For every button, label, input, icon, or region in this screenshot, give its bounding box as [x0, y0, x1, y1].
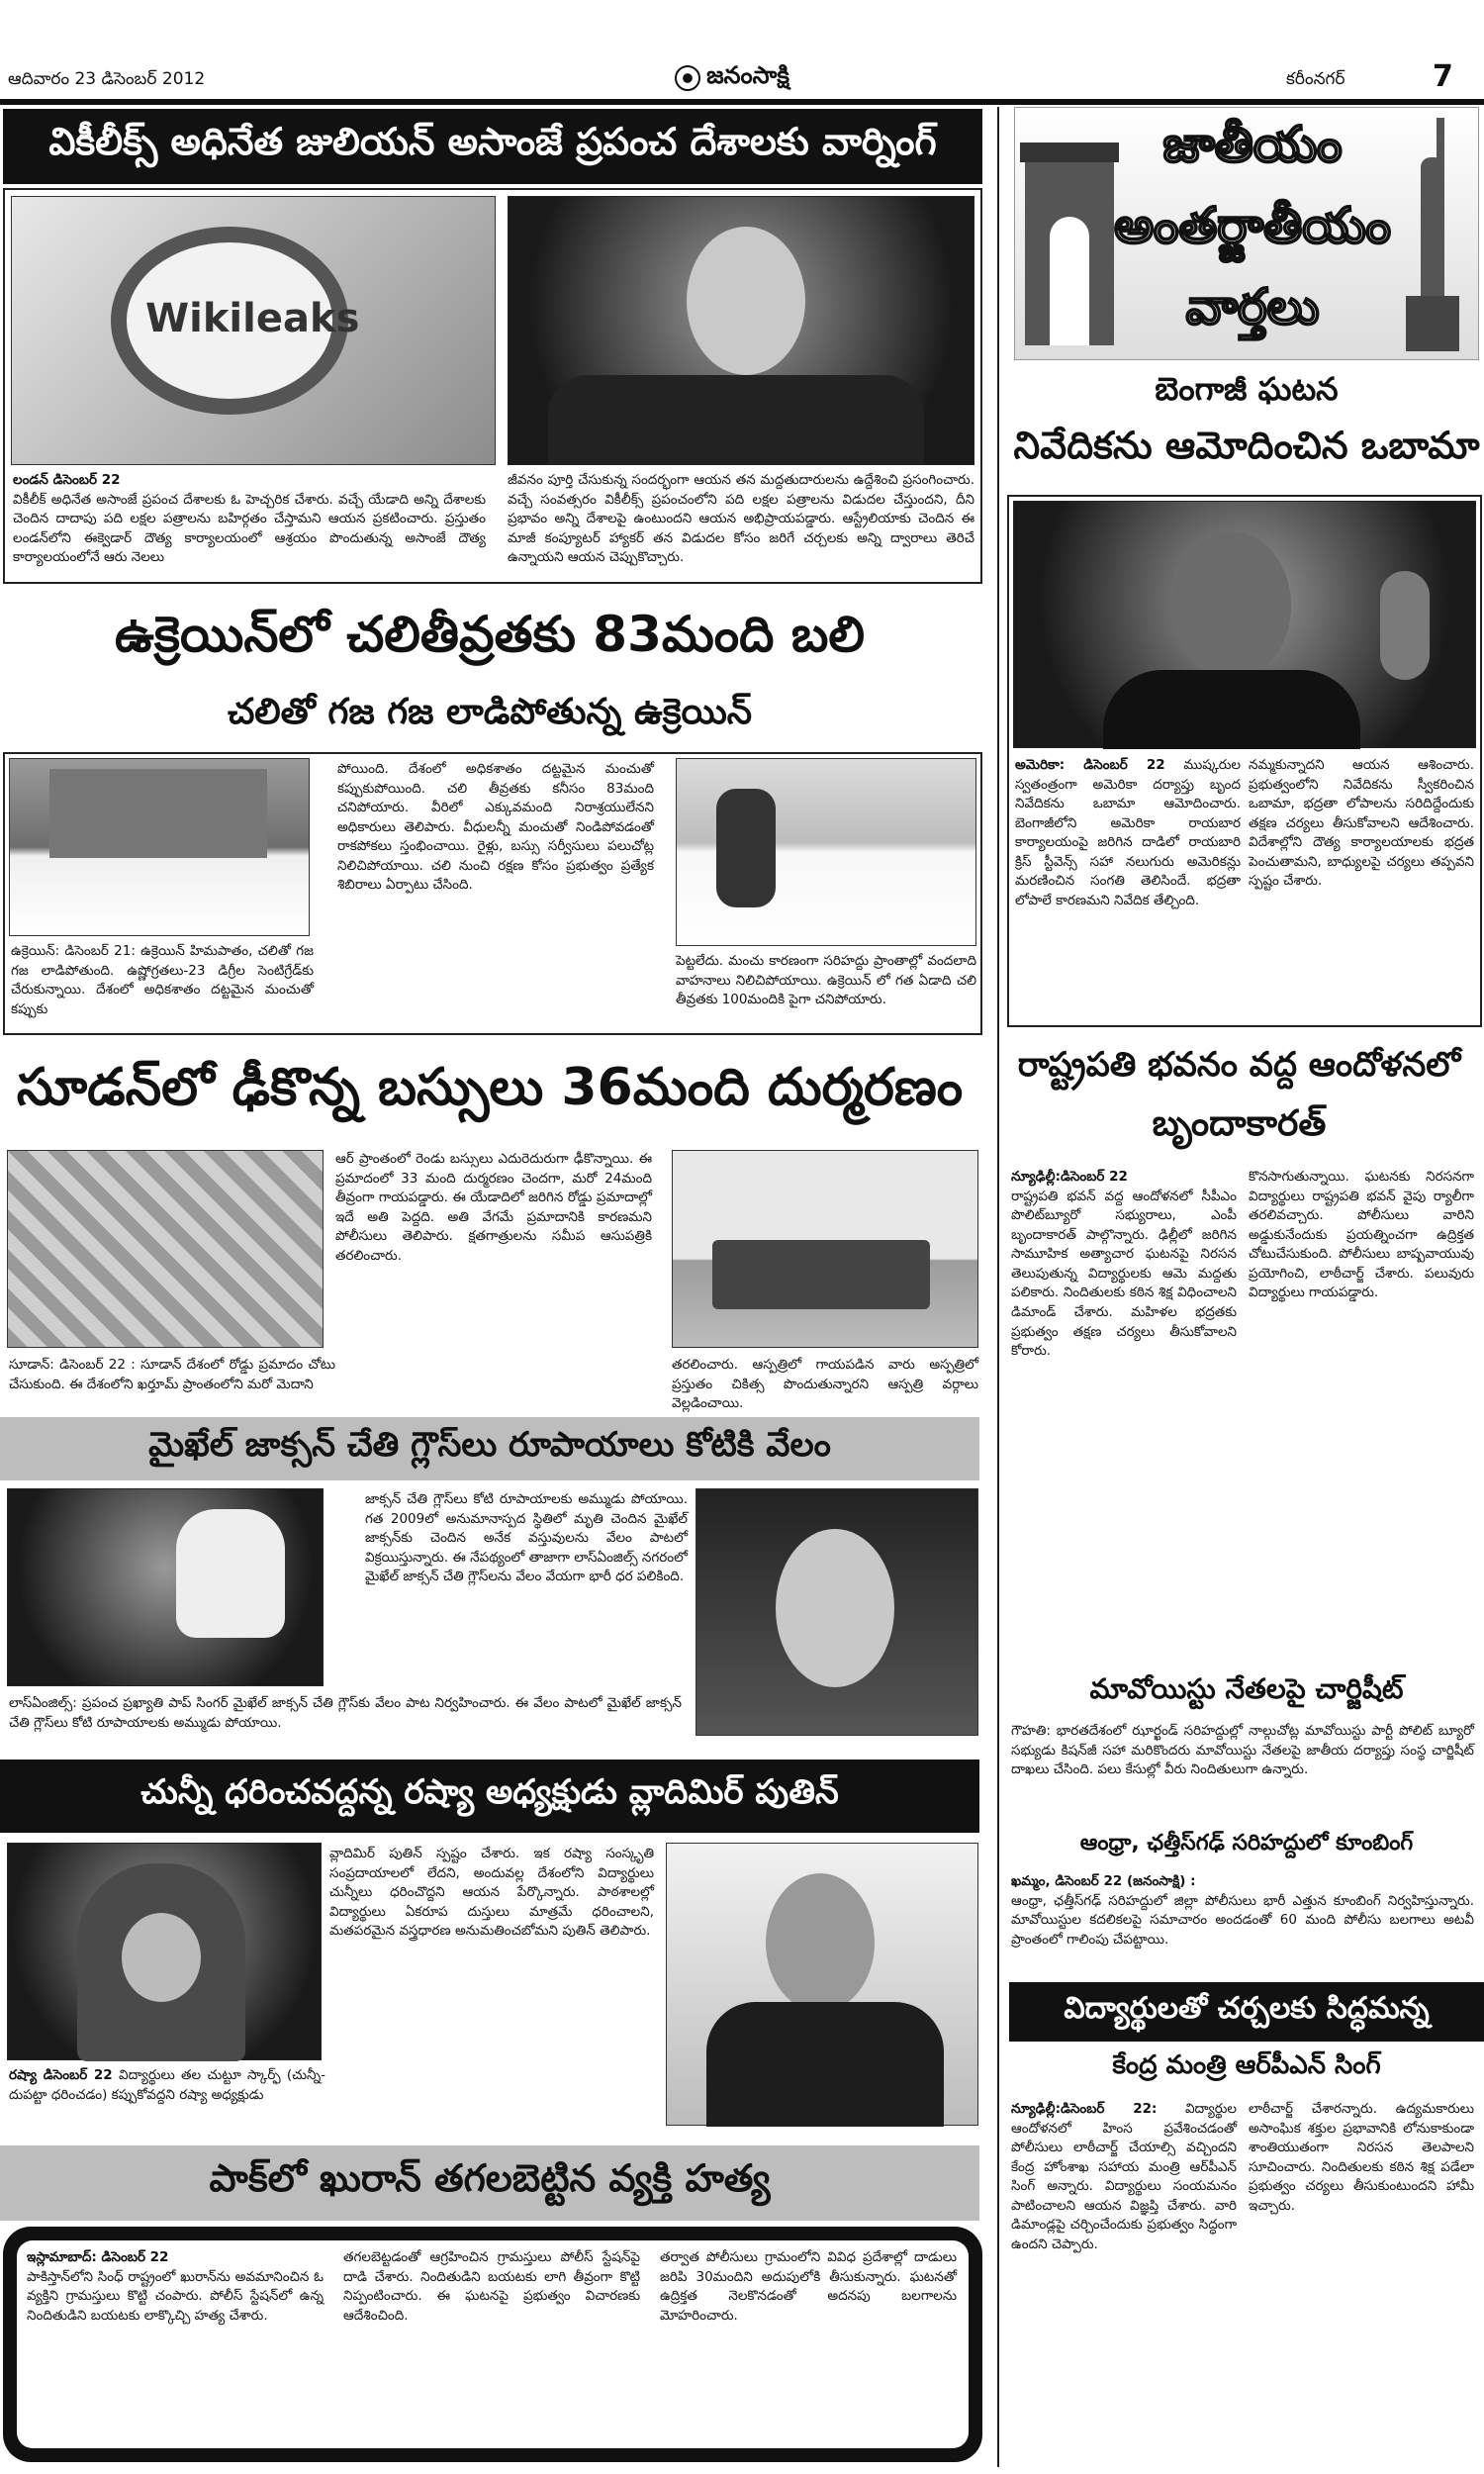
rpn-dateline: న్యూఢిల్లీ:డిసెంబర్ 22:	[1011, 2101, 1158, 2117]
ukraine-snow-photo-1	[9, 758, 310, 936]
quran-col-3: తర్వాత పోలీసులు గ్రామంలోని వివిధ ప్రదేశాల్లో దాడులు జరిపి 30మందిని అదుపులోకి తీసుకున్నారు. ఘటనతో ఉద్రిక్తత నెలకొనడంతో అదనపు బలగాలను మోహరించారు.	[660, 2249, 957, 2324]
microphones	[548, 375, 924, 464]
ukraine-headline: ఉక్రెయిన్‌లో చలితీవ్రతకు 83మంది బలి	[115, 605, 865, 663]
paper-name: జనంసాక్షి	[706, 61, 789, 89]
jackson-face	[776, 1529, 894, 1687]
wikileaks-dateline: లండన్ డిసెంబర్ 22	[13, 472, 121, 488]
sudan-col-right: తరలించారు. ఆస్పత్రిలో గాయపడిన వారు అస్పత్రిలో ప్రస్తుతం చికిత్స పొందుతున్నారని ఆస్పత్రి వర్గాలు వెల్లడించాయి.	[672, 1357, 978, 1412]
quran-body-1: పాకిస్తాన్‌లోని సింధ్ రాష్ట్రంలో ఖురాన్‌ను అవమానించిన ఓ వ్యక్తిని గ్రామస్తులు కొట్టి చంపారు. పోలీస్ స్టేషన్‌లో ఉన్న నిందితుడిని బయటకు లాక్కొచ్చి హత్య చేశారు.	[27, 2268, 324, 2324]
quran-box	[3, 2227, 982, 2462]
maoist-body2: ఆంధ్రా, ఛత్తీస్‌గఢ్ సరిహద్దులో జిల్లా పోలీసులు భారీ ఎత్తున కూంబింగ్ నిర్వహిస్తున్నారు. మావోయిస్టుల కదలికలపై సమాచారం అందడంతో 60 మంది పోలీసు బలగాలు అటవీ ప్రాంతంలో గాలింపు చేపట్టాయి.	[1011, 1892, 1474, 1948]
obama-hand	[1380, 571, 1430, 680]
obama-photo	[1013, 501, 1476, 748]
obama-face	[1172, 531, 1291, 680]
quran-col-2: తగలబెట్టడంతో ఆగ్రహించిన గ్రామస్తులు పోలీస్ స్టేషన్‌పై దాడి చేశారు. నిందితుడిని బయటకు లాగి తీవ్రంగా కొట్టి నిప్పంటించారు. ఈ ఘటనపై ప్రభుత్వం విచారణకు ఆదేశించింది.	[343, 2249, 640, 2324]
putin-headline: చున్నీ ధరించవద్దన్న రష్యా అధ్యక్షుడు వ్లాదిమిర్ పుతిన్	[0, 1760, 979, 1833]
ukraine-caption: ఉక్రెయిన్: డిసెంబర్ 21: ఉక్రెయిన్ హిమపాతం, చలితో గజ గజ లాడిపోతుంది. ఉష్ణోగ్రతలు-23 డిగ్రీల సెంటిగ్రేడ్‌కు చేరుకున్నాయి. దేశంలో అధికశాతం దట్టమైన మంచుతో కప్పుకు	[11, 943, 314, 1017]
quran-dateline: ఇస్లామాబాద్: డిసెంబర్ 22	[27, 2249, 169, 2265]
brinda-col-1	[1011, 1168, 1237, 1663]
putin-face	[766, 1873, 875, 2012]
wrecked-bus	[712, 1240, 930, 1309]
statue-of-liberty-icon	[1391, 118, 1470, 351]
maoist-col-2	[1011, 1872, 1474, 1961]
wikileaks-col-1	[13, 471, 486, 578]
international-line-3: వార్తలు	[1185, 278, 1320, 335]
ukraine-box	[3, 752, 982, 1035]
jackson-glove-photo	[7, 1488, 324, 1686]
assange-face	[687, 227, 805, 375]
column-divider	[997, 107, 999, 2467]
quran-inner	[17, 2240, 969, 2448]
international-banner	[1014, 107, 1479, 360]
ukraine-subheadline: చలితో గజ గజ లాడిపోతున్న ఉక్రెయిన్	[227, 692, 753, 732]
ukraine-col-right: పెట్టలేదు. మంచు కారణంగా సరిహద్దు ప్రాంతాల్లో వందలాది వాహనాలు నిలిచిపోయాయి. ఉక్రెయిన్ లో గత ఏడాది చలి తీవ్రతకు 100మందికి పైగా చనిపోయారు.	[676, 953, 976, 1008]
india-gate-icon	[1025, 128, 1114, 345]
ukraine-snow-photo-2	[676, 758, 976, 946]
obama-dateline: అమెరికా: డిసెంబర్ 22	[1015, 757, 1165, 773]
obama-kicker: బెంగాజీ ఘటన	[1155, 370, 1339, 408]
putin-caption-block	[9, 2066, 325, 2126]
scarf-woman-photo	[7, 1843, 322, 2060]
brinda-col-2: కొనసాగుతున్నాయి. ఘటనకు నిరసనగా విద్యార్థులు రాష్ట్రపతి భవన్ వైపు ర్యాలీగా తరలివచ్చారు. పోలీసులు వారిని అడ్డుకునేందుకు ప్రయత్నించగా ఉద్రిక్తత చోటుచేసుకుంది. పోలీసులు బాష్పవాయువు ప్రయోగించి, లాఠీచార్జ్ చేశారు. పలువురు విద్యార్థులు గాయపడ్డారు.	[1249, 1169, 1474, 1301]
international-line-1: జాతీయం	[1162, 116, 1343, 173]
wikileaks-col-2: జీవనం పూర్తి చేసుకున్న సందర్భంగా ఆయన తన మద్దతుదారులను ఉద్దేశించి ప్రసంగించారు. వచ్చే సంవత్సరం వికీలీక్స్ ప్రపంచంలోని పది లక్షల పత్రాలను విడుదల చేస్తుందని, దీని ప్రభావం అన్ని దేశాలపై ఉంటుందని ఆయన అభిప్రాయపడ్డారు. ఆస్ట్రేలియాకు చెందిన ఈ మాజీ కంప్యూటర్ హ్యాకర్ తన విడుదల కోసం జరిగే చర్చలకు అన్ని ద్వారాలు తెరిచే ఉన్నాయని ఆయన చెప్పుకొచ్చారు.	[508, 472, 974, 566]
white-glove	[176, 1509, 285, 1638]
international-line-2: అంతర్జాతీయం	[1114, 197, 1391, 254]
wikileaks-body-left: వికీలీక్ అధినేత అసాంజే ప్రపంచ దేశాలకు ఓ హెచ్చరిక చేశారు. వచ్చే యేడాది అన్ని దేశాలకు చెందిన దాదాపు పది లక్షల పత్రాలను బహిర్గతం చేస్తామని ఆయన ప్రకటించారు. ప్రస్తుతం లండన్‌లోని ఈక్వెడార్ దౌత్య కార్యాలయంలో ఆశ్రయం పొందుతున్న అసాంజే దౌత్య కార్యాలయంలోనే ఆరు నెలలు	[13, 491, 486, 566]
masthead	[0, 61, 1484, 101]
rpn-col-1	[1011, 2100, 1237, 2466]
rpn-body-left: విద్యార్థుల ఆందోళనలో హింస ప్రవేశించడంతో పోలీసులు లాఠీచార్జ్ చేయాల్సి వచ్చిందని కేంద్ర హోంశాఖ సహాయ మంత్రి ఆర్‌పీఎన్ సింగ్ అన్నారు. విద్యార్థులు సంయమనం పాటించాలని ఆయన విజ్ఞప్తి చేశారు. వారి డిమాండ్లపై చర్చించేందుకు ప్రభుత్వం సిద్ధంగా ఉందని చెప్పారు.	[1011, 2101, 1238, 2252]
putin-body: వ్లాదిమిర్ పుతిన్ స్పష్టం చేశారు. ఇక రష్యా సంస్కృతి సంప్రదాయాలలో లేదని, అందువల్ల దేశంలోని విద్యార్థులు చున్నీలు ధరించొద్దని ఆయన పేర్కొన్నారు. పాఠశాలల్లో విద్యార్థులు ఏకరూప దుస్తులు మాత్రమే ధరించాలని, మతపరమైన వస్త్రధారణ అనుమతించబోమని పుతిన్ తెలిపారు.	[329, 1846, 654, 1940]
page-number: 7	[1433, 59, 1453, 94]
quran-headline: పాక్‌లో ఖురాన్ తగలబెట్టిన వ్యక్తి హత్య	[0, 2145, 979, 2221]
obama-col-1	[1015, 756, 1241, 1023]
ukraine-col-middle: పోయింది. దేశంలో అధికశాతం దట్టమైన మంచుతో కప్పుకుపోయింది. చలి తీవ్రతకు కనీసం 83మంది చనిపోయారు. వీరిలో ఎక్కువమంది నిరాశ్రయులేనని అధికారులు తెలిపారు. వీధులన్నీ మంచుతో నిండిపోవడంతో రాకపోకలు స్తంభించాయి. రైళ్లు, బస్సు సర్వీసులు పలుచోట్ల నిలిచిపోయాయి. చలి నుంచి రక్షణ కోసం ప్రభుత్వం ప్రత్యేక శిబిరాలు ఏర్పాటు చేసింది.	[337, 761, 654, 894]
wikileaks-headline: వికీలీక్స్ అధినేత జులియన్ అసాంజే ప్రపంచ దేశాలకు వార్నింగ్	[3, 109, 982, 184]
sudan-caption: సూడాన్: డిసెంబర్ 22 : సూడాన్ దేశంలో రోడ్డు ప్రమాదం చోటు చేసుకుంది. ఈ దేశంలోని ఖర్తూమ్ ప్రాంతంలోని మరో మెదాని	[9, 1357, 335, 1392]
obama-body-left: ముష్కరుల స్వతంత్రంగా అమెరికా దర్యాప్తు బృంద నివేదికను ఒబామా ఆమోదించారు. బెంగాజీలోని అమెరికా రాయబార కార్యాలయంపై జరిగిన దాడిలో రాయబారి క్రిస్ స్టీవెన్స్ సహా నలుగురు అమెరికన్లు మరణించిన సంగతి తెలిసిందే. భద్రతా లోపాలే కారణమని నివేదిక తేల్చింది.	[1015, 757, 1241, 908]
maoist-body: గౌహతి: భారతదేశంలో ఝార్ఖండ్ సరిహద్దుల్లో నాల్గుచోట్ల మావోయిస్టు పార్టీ పోలిట్ బ్యూరో సభ్యుడు కిషన్‌జీ సహా మరికొందరు మావోయిస్టు నేతలపై జాతీయ దర్యాప్తు సంస్థ చార్జిషీట్ దాఖలు చేసింది. పలు కేసుల్లో వీరు నిందితులుగా ఉన్నారు.	[1011, 1723, 1474, 1778]
putin-suit	[706, 2002, 944, 2127]
obama-suit	[1103, 670, 1360, 749]
putin-caption: విద్యార్థులు తల చుట్టూ స్కార్ఫ్ (చున్నీ-దుపట్టా ధరించడం) కప్పుకోవద్దని రష్యా అధ్యక్షుడు	[9, 2067, 325, 2103]
wikileaks-magnifier-photo	[11, 196, 496, 465]
assange-photo	[508, 196, 974, 465]
woman-face	[122, 1913, 201, 2002]
sudan-section	[3, 1146, 982, 1412]
wikileaks-box	[3, 188, 982, 584]
masthead-city: కరీంనగర్	[1286, 69, 1345, 89]
jackson-headline: మైఖేల్ జాక్సన్ చేతి గ్లౌస్‌లు రూపాయాలు కోటికి వేలం	[0, 1417, 979, 1480]
obama-box	[1007, 495, 1482, 1027]
maoist-headline: మావోయిస్టు నేతలపై చార్జిషీట్	[1089, 1672, 1404, 1705]
maoist-subheadline: ఆంధ్రా, ఛత్తీస్‌గఢ్ సరిహద్దులో కూంబింగ్	[1079, 1831, 1414, 1856]
logo-icon	[675, 65, 700, 91]
sudan-traffic-photo	[7, 1150, 324, 1348]
building-shape	[49, 769, 267, 858]
rpn-col-2: లాఠీచార్జ్ చేశారన్నారు. ఉద్యమకారులు అసాంఘిక శక్తుల ప్రభావానికి లోనుకాకుండా శాంతియుతంగా నిరసన తెలపాలని సూచించారు. నిందితులకు కఠిన శిక్ష పడేలా ప్రభుత్వం చర్యలు తీసుకుంటుందని హామీ ఇచ్చారు.	[1249, 2101, 1474, 2214]
masthead-date: ఆదివారం 23 డిసెంబర్ 2012	[8, 69, 206, 89]
obama-headline: నివేదికను ఆమోదించిన ఒబామా	[1013, 424, 1480, 467]
jackson-body: జాక్సన్ చేతి గ్లౌస్‌లు కోటి రూపాయాలకు అమ్ముడు పోయాయి. గత 2009లో అనుమానాస్పద స్థితిలో మృతి చెందిన మైఖేల్ జాక్సన్‌కు చెందిన అనేక వస్తువులను వేలం పాటలో విక్రయిస్తున్నారు. ఈ నేపథ్యంలో తాజాగా లాస్‌ఏంజిల్స్ నగరంలో మైఖేల్ జాక్సన్ చేతి గ్లౌస్‌లను వేలం వేయగా భారీ ధర పలికింది.	[365, 1491, 688, 1585]
brinda-body-left: రాష్ట్రపతి భవన్ వద్ద ఆందోళనలో సీపీఎం పొలిట్‌బ్యూరో సభ్యురాలు, ఎంపీ బృందాకారత్ పాల్గొన్నారు. ఢిల్లీలో జరిగిన సామూహిక అత్యాచార ఘటనపై నిరసన తెలుపుతున్న విద్యార్థులకు ఆమె మద్దతు పలికారు. నిందితులకు కఠిన శిక్ష విధించాలని డిమాండ్ చేశారు. మహిళల భద్రతకు ప్రభుత్వం తక్షణ చర్యలు తీసుకోవాలని కోరారు.	[1011, 1188, 1237, 1360]
jackson-section	[3, 1484, 982, 1744]
putin-dateline: రష్యా డిసెంబర్ 22	[9, 2067, 113, 2083]
person-shoveling	[716, 789, 776, 907]
wikileaks-photo-text: Wikileaks	[145, 296, 360, 341]
sudan-headline: సూడన్‌లో ఢీకొన్న బస్సులు 36మంది దుర్మరణం	[16, 1057, 964, 1117]
quran-col-1	[27, 2248, 324, 2442]
putin-section	[3, 1839, 982, 2136]
rpn-subheadline: కేంద్ర మంత్రి ఆర్‌పీఎన్ సింగ్	[1112, 2050, 1381, 2080]
brinda-headline-2: బృందాకారత్	[1152, 1103, 1327, 1144]
obama-col-2: నమ్మకున్నాదని ఆయన ఆశించారు. ప్రభుత్వంలోని నివేదికను స్వీకరించిన ఒబామా, భద్రతా లోపాలను సరిదిద్దేందుకు తక్షణ చర్యలు తీసుకోవాలని ఆదేశించారు. విదేశాల్లోని దౌత్య కార్యాలయాలకు భద్రత పెంచుతామని, బాధ్యులపై చర్యలు తప్పవని స్పష్టం చేశారు.	[1249, 757, 1474, 890]
sudan-bus-photo	[672, 1150, 978, 1348]
putin-photo	[666, 1843, 978, 2126]
brinda-headline-1: రాష్ట్రపతి భవనం వద్ద ఆందోళనలో	[1017, 1045, 1461, 1085]
rpn-headline: విద్యార్థులతో చర్చలకు సిద్ధమన్న	[1009, 1982, 1484, 2042]
sudan-col-middle: ఆర్ ప్రాంతంలో రెండు బస్సులు ఎదురెదురుగా ఢీకొన్నాయి. ఈ ప్రమాదంలో 33 మంది దుర్మరణం చెందగా, మరో 24మంది తీవ్రంగా గాయపడ్డారు. ఈ యేడాదిలో జరిగిన రోడ్డు ప్రమాదాల్లో ఇదే అతి పెద్దది. అతి వేగమే ప్రమాదానికి కారణమని పోలీసులు తెలిపారు. క్షతగాత్రులను సమీప ఆసుపత్రికి తరలించారు.	[335, 1151, 652, 1264]
masthead-rule	[0, 99, 1484, 105]
maoist-dateline2: ఖమ్మం, డిసెంబర్ 22 (జనంసాక్షి) :	[1011, 1873, 1196, 1889]
jackson-portrait-photo	[696, 1488, 978, 1736]
masthead-logo	[633, 61, 831, 95]
brinda-dateline: న్యూఢిల్లీ:డిసెంబర్ 22	[1011, 1169, 1128, 1185]
jackson-caption: లాస్‌ఏంజిల్స్: ప్రపంచ ప్రఖ్యాతి పాప్ సింగర్ మైఖేల్ జాక్సన్ చేతి గ్లౌస్‌కు వేలం పాట నిర్వహించారు. ఈ వేలం పాటలో మైఖేల్ జాక్సన్ చేతి గ్లౌస్‌లు కోటి రూపాయాలకు అమ్ముడు పోయాయి.	[9, 1695, 682, 1731]
